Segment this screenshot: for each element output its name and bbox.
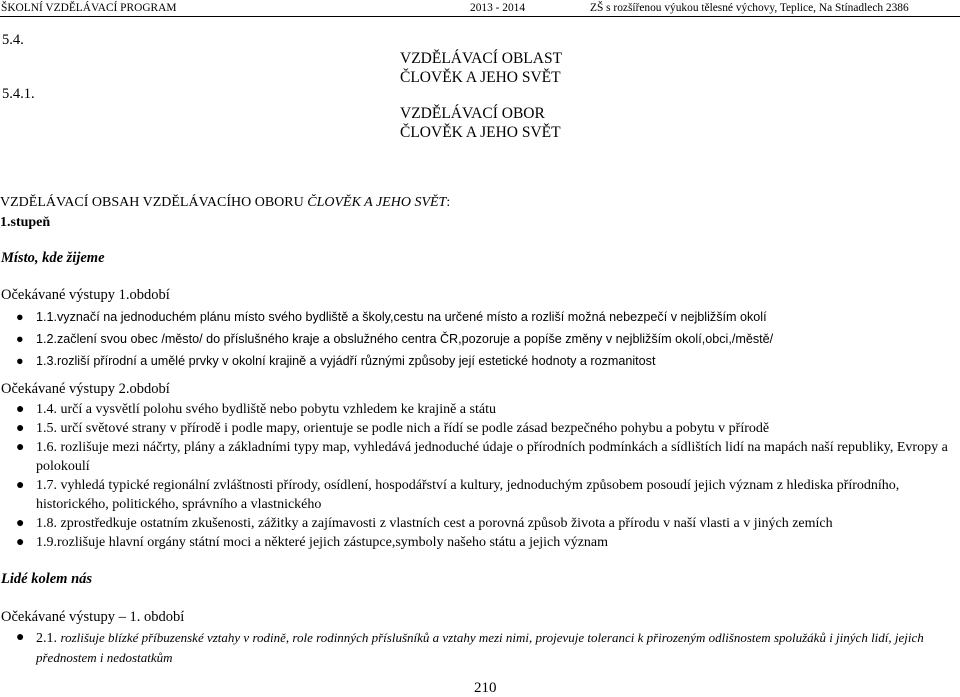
list-item: ● 1.5. určí světové strany v přírodě i podle mapy, orientuje se podle nich a řídí se podle zásad bezpečného pohybu a pobytu v přírodě [16, 421, 770, 436]
field-block [400, 104, 561, 142]
bullet-icon: ● [16, 332, 24, 346]
bullet-icon: ● [16, 630, 25, 645]
subsection-number: 5.4.1. [2, 86, 35, 102]
list-item: ● 1.1.vyznačí na jednoduchém plánu místo svého bydliště a školy,cestu na určené místo a rozliší možná nebezpečí v nejbližším okolí [0, 306, 956, 328]
section-number: 5.4. [2, 32, 24, 48]
bullet-icon: ● [16, 440, 25, 455]
topic-title-people: Lidé kolem nás [1, 571, 93, 587]
area-block [400, 49, 562, 87]
bullet-icon: ● [16, 402, 25, 417]
page-number: 210 [474, 680, 497, 696]
area-name: ČLOVĚK A JEHO SVĚT [400, 69, 561, 86]
topic-title-place: Místo, kde žijeme [1, 250, 105, 266]
header-program: ŠKOLNÍ VZDĚLÁVACÍ PROGRAM [1, 2, 177, 14]
outcomes-label-period2: Očekávané výstupy 2.období [1, 381, 170, 397]
bullet-icon: ● [16, 516, 25, 531]
list-item: ● 1.6. rozlišuje mezi náčrty, plány a základními typy map, vyhledává jednoduché údaje o přírodních podmínkách a sídlištích lidí na mapách naší republiky, Evropy a polokoulí [16, 440, 948, 474]
outcomes-list-period2 [0, 400, 956, 552]
header-year: 2013 - 2014 [470, 2, 526, 14]
page-header [0, 0, 960, 17]
list-item: ● 1.4. určí a vysvětlí polohu svého bydliště nebo pobytu vzhledem ke krajině a státu [16, 402, 496, 417]
content-heading [0, 193, 960, 233]
header-school: ZŠ s rozšířenou výukou tělesné výchovy, Teplice, Na Stínadlech 2386 [590, 2, 909, 14]
content-heading-prefix: VZDĚLÁVACÍ OBSAH VZDĚLÁVACÍHO OBORU [0, 195, 308, 210]
list-item: ● 1.9.rozlišuje hlavní orgány státní moci a některé jejich zástupce,symboly našeho státu a jejich význam [16, 535, 609, 550]
field-label: VZDĚLÁVACÍ OBOR [400, 105, 545, 122]
bullet-icon: ● [16, 421, 25, 436]
bullet-icon: ● [16, 354, 24, 368]
grade-label: 1.stupeň [0, 215, 51, 230]
list-item: ● 1.3.rozliší přírodní a umělé prvky v okolní krajině a vyjádří různými způsoby její estetické hodnoty a rozmanitost [0, 350, 956, 372]
content-heading-suffix: : [446, 195, 451, 210]
outcomes-label-people-period1: Očekávané výstupy – 1. období [1, 609, 185, 625]
list-item: ● 1.7. vyhledá typické regionální zvláštnosti přírody, osídlení, hospodářství a kultury, jednoduchým způsobem posoudí jejich význam z hlediska přírodního, historického, politického, správního a vlastnického [16, 478, 900, 512]
bullet-icon: ● [16, 310, 24, 324]
list-item: ● 1.8. zprostředkuje ostatním zkušenosti, zážitky a zajímavosti z vlastních cest a porovná způsob života a přírodu v naší vlasti a v jiných zemích [16, 516, 833, 531]
bullet-icon: ● [16, 535, 25, 550]
outcomes-list-people-period1 [0, 628, 956, 668]
field-name: ČLOVĚK A JEHO SVĚT [400, 124, 561, 141]
list-item: ● 1.2.začlení svou obec /město/ do příslušného kraje a obslužného centra ČR,pozoruje a popíše změny v nejbližším okolí,obci,/městě/ [0, 328, 956, 350]
bullet-icon: ● [16, 478, 25, 493]
outcomes-list-period1 [0, 306, 956, 372]
list-item: ● 2.1. rozlišuje blízké příbuzenské vztahy v rodině, role rodinných příslušníků a vztahy mezi nimi, projevuje toleranci k přirozeným odlišnostem spolužáků i jiných lidí, jejich přednostem i nedostatkům [16, 630, 924, 665]
content-heading-subject: ČLOVĚK A JEHO SVĚT [307, 195, 447, 210]
outcomes-label-period1: Očekávané výstupy 1.období [1, 287, 170, 303]
area-label: VZDĚLÁVACÍ OBLAST [400, 50, 563, 67]
